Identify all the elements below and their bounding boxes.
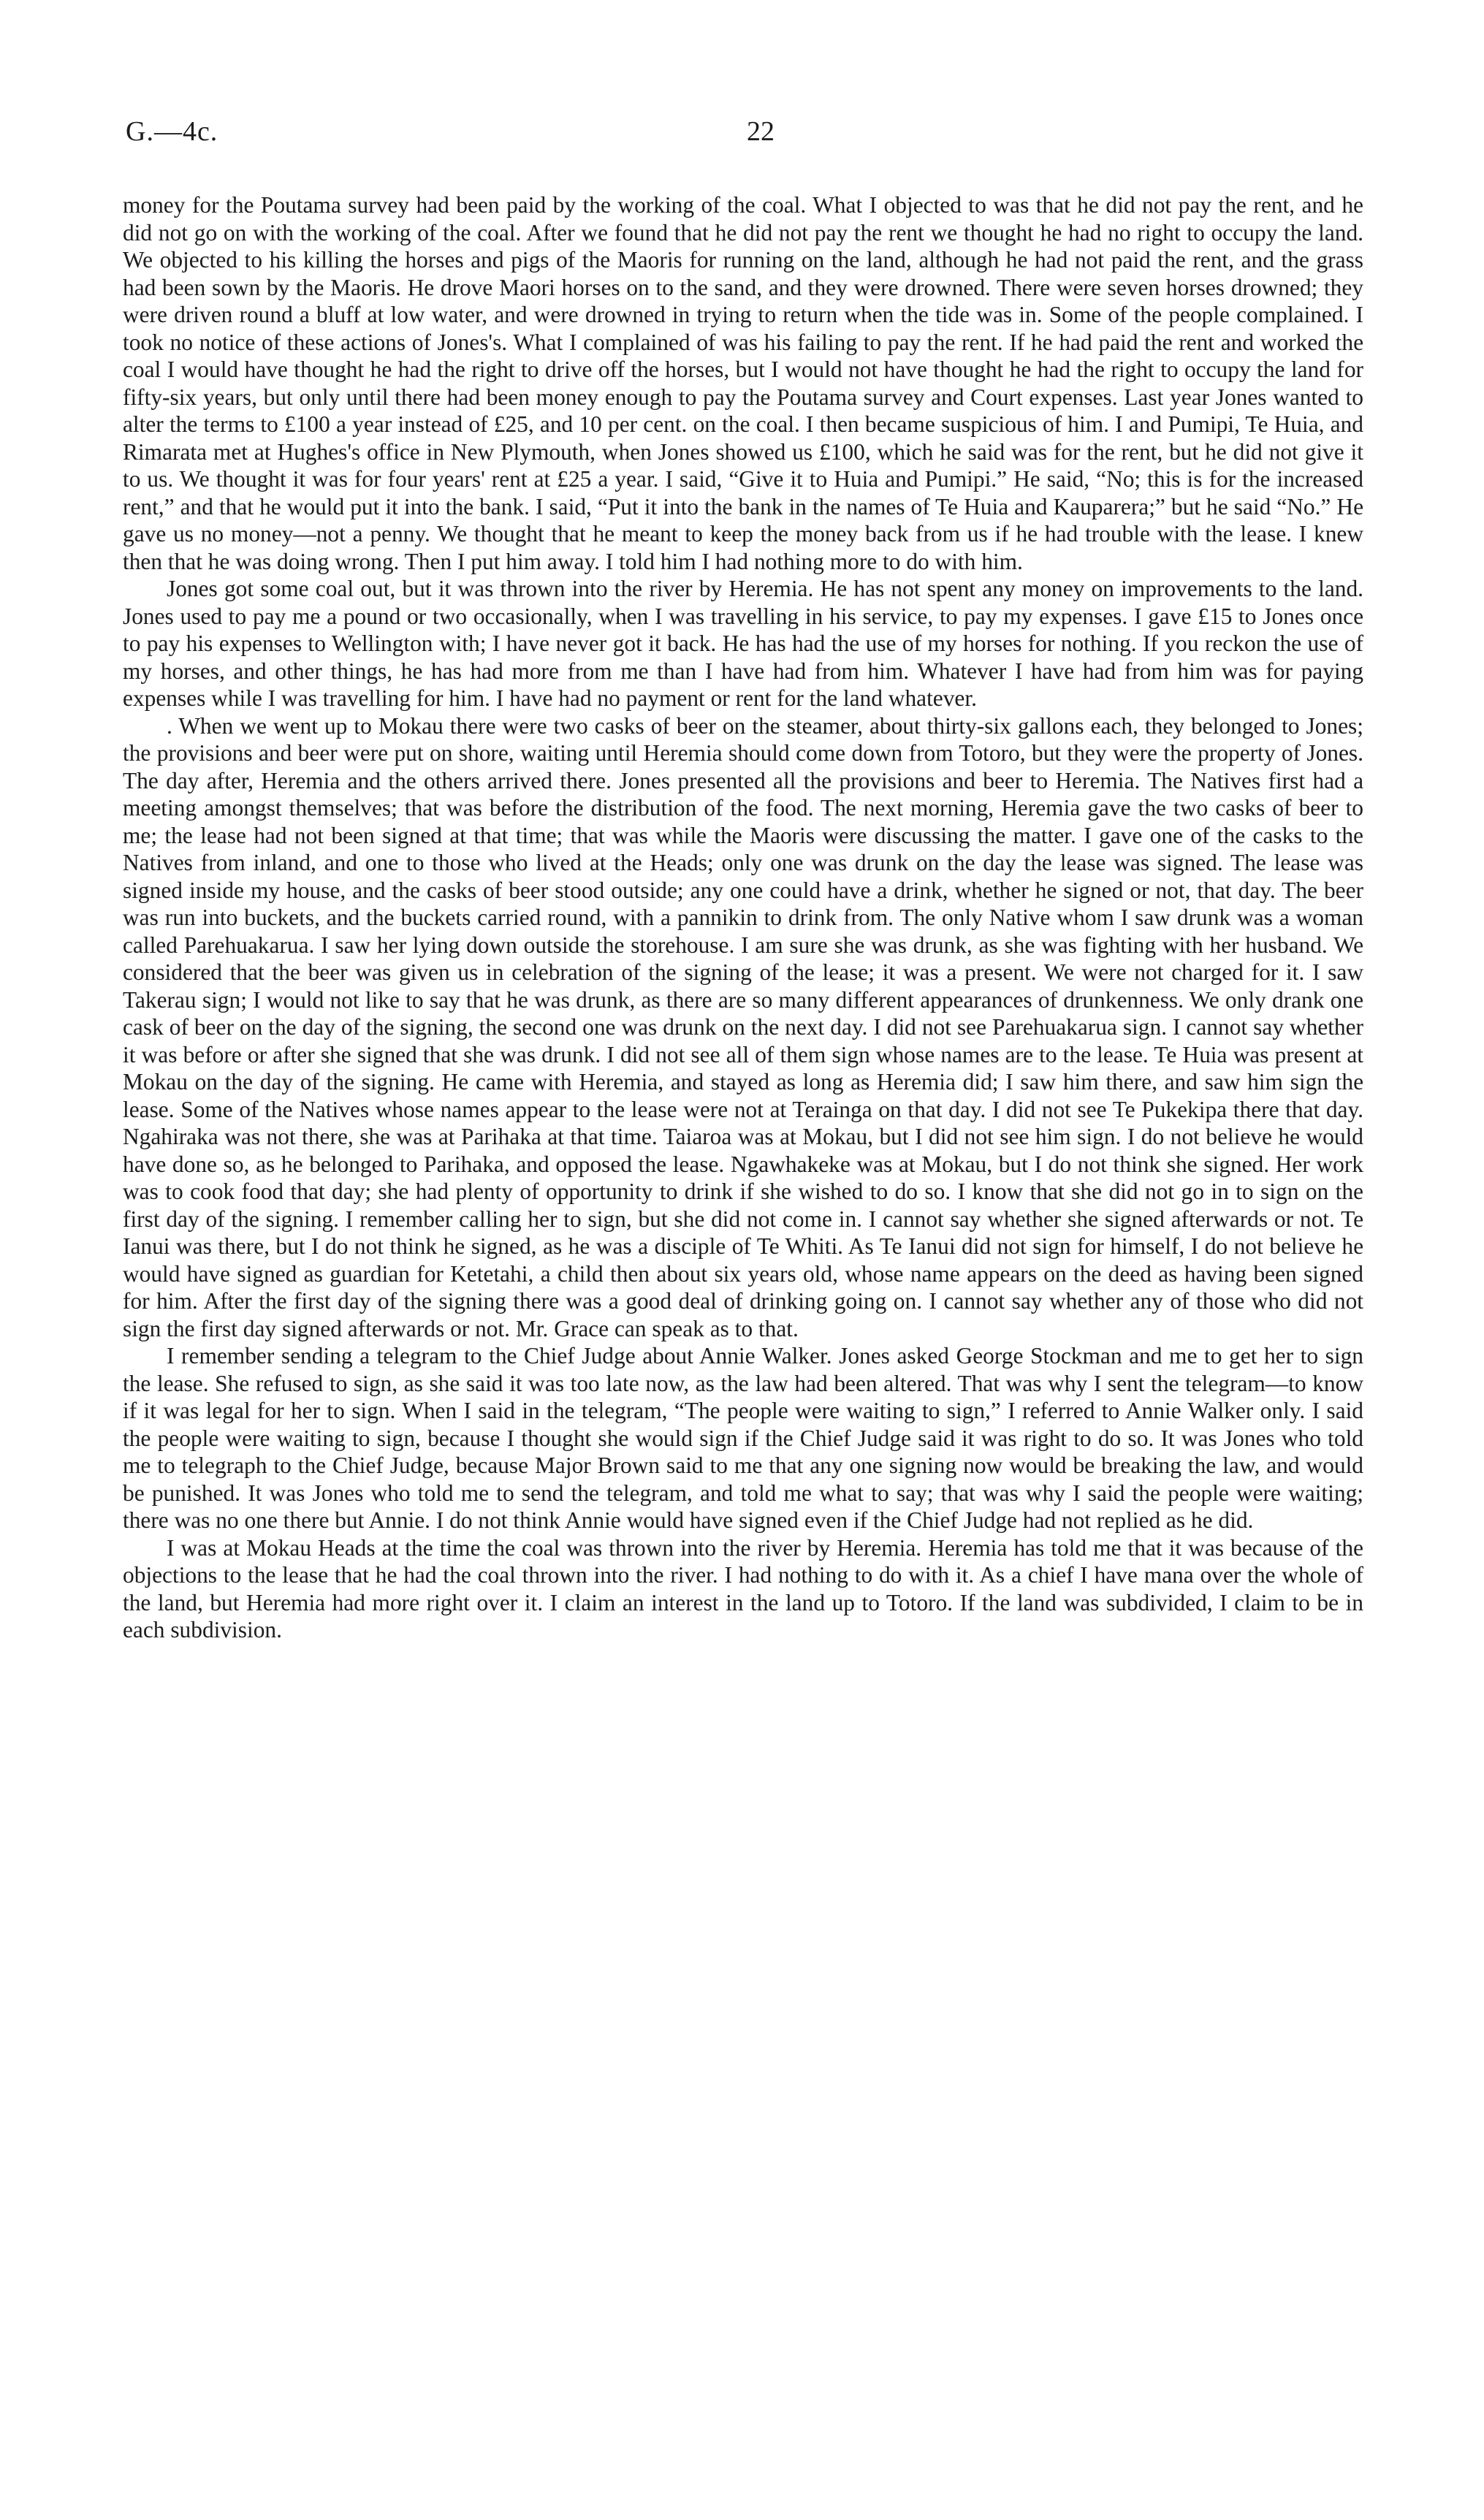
page-header [126,115,1368,159]
paragraph-mokau-heads: I was at Mokau Heads at the time the coal was thrown into the river by Heremia. Heremia has told me that it was because of the objections to the lease that he had the coal thrown into the river. I had nothing to do with it. As a chief I have mana over the whole of the land, but Heremia had more right over it. I claim an interest in the land up to Totoro. If the land was subdivided, I claim to be in each subdivision. [123,1534,1363,1642]
paragraph-jones-coal: Jones got some coal out, but it was thrown into the river by Heremia. He has not spent any money on improvements to the land. Jones used to pay me a pound or two occasionally, when I was travelling in his service, to pay my expenses. I gave £15 to Jones once to pay his expenses to Wellington with; I have never got it back. He has had the use of my horses for nothing. If you reckon the use of my horses, and other things, he has had more from me than I have had from him. Whatever I have had from him was for paying expenses while I was travelling for him. I have had no payment or rent for the land whatever. [123,576,1363,711]
page-number: 22 [747,116,775,147]
paragraph-telegram: I remember sending a telegram to the Chief Judge about Annie Walker. Jones asked George Stockman and me to get her to sign the lease. She refused to sign, as she said it was too late now, as the law had been altered. That was why I sent the telegram—to know if it was legal for her to sign. When I said in the telegram, “The people were waiting to sign,” I referred to Annie Walker only. I said the people were waiting to sign, because I thought she would sign if the Chief Judge said it was right to do so. It was Jones who told me to telegraph to the Chief Judge, because Major Brown said to me that any one signing now would be breaking the law, and would be punished. It was Jones who told me to send the telegram, and told me what to say; that was why I said the people were waiting; there was no one there but Annie. I do not think Annie would have signed even if the Chief Judge had not replied as he did. [123,1343,1363,1533]
document-reference: G.—4c. [126,116,218,147]
paragraph-continuation: money for the Poutama survey had been paid by the working of the coal. What I objected to was that he did not pay the rent, and he did not go on with the working of the coal. After we found that he did not pay the rent we thought he had no right to occupy the land. We objected to his killing the horses and pigs of the Maoris for running on the land, although he had not paid the rent, and the grass had been sown by the Maoris. He drove Maori horses on to the sand, and they were drowned. There were seven horses drowned; they were driven round a bluff at low water, and were drowned in trying to return when the tide was in. Some of the people complained. I took no notice of these actions of Jones's. What I complained of was his failing to pay the rent. If he had paid the rent and worked the coal I would have thought he had the right to drive off the horses, but I would not have thought he had the right to occupy the land for fifty-six years, but only until there had been money enough to pay the Poutama survey and Court expenses. Last year Jones wanted to alter the terms to £100 a year instead of £25, and 10 per cent. on the coal. I then became suspicious of him. I and Pumipi, Te Huia, and Rimarata met at Hughes's office in New Plymouth, when Jones showed us £100, which he said was for the rent, but he did not give it to us. We thought it was for four years' rent at £25 a year. I said, “Give it to Huia and Pumipi.” He said, “No; this is for the increased rent,” and that he would put it into the bank. I said, “Put it into the bank in the names of Te Huia and Kauparera;” but he said “No.” He gave us no money—not a penny. We thought that he meant to keep the money back from us if he had trouble with the lease. I knew then that he was doing wrong. Then I put him away. I told him I had nothing more to do with him. [123,192,1363,574]
paragraph-beer-signing: . When we went up to Mokau there were two casks of beer on the steamer, about thirty-six gallons each, they belonged to Jones; the provisions and beer were put on shore, waiting until Heremia should come down from Totoro, but they were the property of Jones. The day after, Heremia and the others arrived there. Jones presented all the provisions and beer to Heremia. The Natives first had a meeting amongst themselves; that was before the distribution of the food. The next morning, Heremia gave the two casks of beer to me; the lease had not been signed at that time; that was while the Maoris were discussing the matter. I gave one of the casks to the Natives from inland, and one to those who lived at the Heads; only one was drunk on the day the lease was signed. The lease was signed inside my house, and the casks of beer stood outside; any one could have a drink, whether he signed or not, that day. The beer was run into buckets, and the buckets carried round, with a pannikin to drink from. The only Native whom I saw drunk was a woman called Parehuakarua. I saw her lying down outside the storehouse. I am sure she was drunk, as she was fighting with her husband. We considered that the beer was given us in celebration of the signing of the lease; it was a present. We were not charged for it. I saw Takerau sign; I would not like to say that he was drunk, as there are so many different appearances of drunkenness. We only drank one cask of beer on the day of the signing, the second one was drunk on the next day. I did not see Parehuakarua sign. I cannot say whether it was before or after she signed that she was drunk. I did not see all of them sign whose names are to the lease. Te Huia was present at Mokau on the day of the signing. He came with Heremia, and stayed as long as Heremia did; I saw him there, and saw him sign the lease. Some of the Natives whose names appear to the lease were not at Terainga on that day. I did not see Te Pukekipa there that day. Ngahiraka was not there, she was at Parihaka at that time. Taiaroa was at Mokau, but I did not see him sign. I do not believe he would have done so, as he belonged to Parihaka, and opposed the lease. Ngawhakeke was at Mokau, but I do not think she signed. Her work was to cook food that day; she had plenty of opportunity to drink if she wished to do so. I know that she did not go in to sign on the first day of the signing. I remember calling her to sign, but she did not come in. I cannot say whether she signed afterwards or not. Te Ianui was there, but I do not think he signed, as he was a disciple of Te Whiti. As Te Ianui did not sign for himself, I do not believe he would have signed as guardian for Ketetahi, a child then about six years old, whose name appears on the deed as having been signed for him. After the first day of the signing there was a good deal of drinking going on. I cannot say whether any of those who did not sign the first day signed afterwards or not. Mr. Grace can speak as to that. [123,712,1363,1341]
body-text [123,191,1363,1644]
